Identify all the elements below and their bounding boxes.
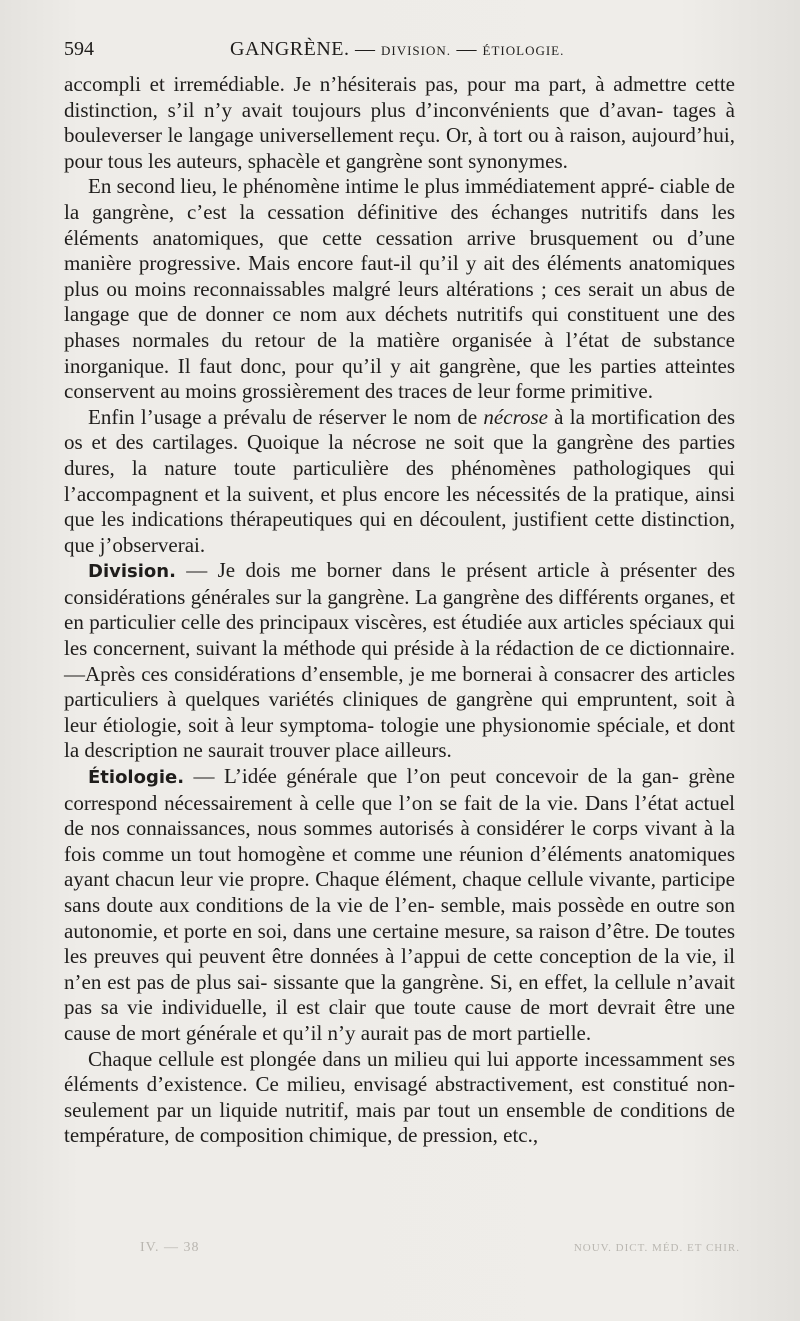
page-number: 594 — [64, 38, 94, 60]
paragraph-text: Chaque cellule est plongée dans un milieu qui lui apporte incessamment ses éléments d’existence. Ce milieu, envisagé abstractivement, est constitué non-seulement par un liquide nutritif, mais par tout un ensemble de conditions de température, de composition chimique, de pression, etc., — [64, 1046, 735, 1148]
paragraph-text: — Je dois me borner dans le présent article à présenter des considérations générales sur la gangrène. La gangrène des différents organes, et en particulier celle des principaux viscères, est étudiée aux articles spéciaux qui les concernent, suivant la méthode qui préside à la rédaction de ce dictionnaire.—Après ces considérations d’ensemble, je me bornerai à consacrer des articles particuliers à quelques variétés cliniques de gangrène qui empruntent, soit à leur étiologie, soit à leur symptoma- tologie une physionomie spéciale, et dont la description ne saurait trouver place ailleurs. — [64, 558, 735, 763]
paragraph-text: — L’idée générale que l’on peut concevoir de la gan- grène correspond nécessairement à celle que l’on se fait de la vie. Dans l’état actuel de nos connaissances, nous sommes autorisés à considérer le corps vivant à la fois comme un tout homogène et comme une réunion d’éléments anatomiques ayant chacun leur vie propre. Chaque élément, chaque cellule vivante, participe sans doute aux conditions de la vie de l’en- semble, mais possède en outre son autonomie, et porte en soi, dans une certaine mesure, sa raison d’être. De toutes les preuves qui peuvent être données à l’appui de cette conception de la vie, il n’en est pas de plus sai- sissante que la gangrène. Si, en effet, la cellule n’avait pas sa vie individuelle, il est clair que toute cause de mort devrait être une cause de mort générale et qu’il n’y aurait pas de mort partielle. — [64, 764, 735, 1045]
book-title: GANGRÈNE. — [230, 38, 350, 60]
paragraph-continuation — [64, 72, 735, 174]
paragraph-necrose — [64, 405, 735, 559]
running-header — [64, 38, 736, 64]
running-title — [230, 38, 564, 61]
body-text — [64, 72, 735, 1149]
emphasized-term: nécrose — [483, 404, 548, 429]
paragraph-division — [64, 558, 735, 764]
section-heading-etiologie: Étiologie. — [88, 767, 185, 789]
paragraph-second-point — [64, 174, 735, 404]
paragraph-text: accompli et irremédiable. Je n’hésiterais pas, pour ma part, à admettre cette distinction, s’il n’y avait toujours plus d’inconvénients que d’avan- tages à bouleverser le langage universellement reçu. Or, à tort ou à raison, aujourd’hui, pour tous les auteurs, sphacèle et gangrène sont synonymes. — [64, 72, 735, 173]
header-separator: — — [451, 38, 483, 60]
paragraph-text: En second lieu, le phénomène intime le plus immédiatement appré- ciable de la gangrène, c’est la cessation définitive des échanges nutritifs dans les éléments anatomiques, que cette cessation arrive brusquement ou d’une manière progressive. Mais encore faut-il qu’il y ait des éléments anatomiques plus ou moins reconnaissables malgré leurs altérations ; ces serait un abus de langage que de donner ce nom aux déchets nutritifs qui constituent une des phases normales du retour de la matière organisée à l’état de substance inorganique. Il faut donc, pour qu’il y ait gangrène, que les parties atteintes conservent au moins grossièrement des traces de leur forme primitive. — [64, 174, 735, 404]
paragraph-text: à la mortification des os et des cartilages. Quoique la nécrose ne soit que la gangrène des parties dures, la nature toute particulière des phénomènes pathologiques qui l’accompagnent et la suivent, et plus encore les nécessités de la pratique, ainsi que les indications thérapeutiques qui en découlent, justifient cette distinction, que j’observerai. — [64, 404, 735, 557]
section-heading-division: Division. — [88, 561, 176, 583]
paragraph-cellule — [64, 1047, 735, 1149]
section-name-division: DIVISION. — [381, 43, 452, 58]
signature-mark: IV. — 38 — [140, 1240, 200, 1255]
imprint-line: NOUV. DICT. MÉD. ET CHIR. — [573, 1242, 740, 1254]
section-name-etiologie: ÉTIOLOGIE. — [482, 43, 565, 58]
paragraph-etiologie — [64, 764, 735, 1047]
header-separator: — — [349, 38, 381, 60]
paragraph-text: Enfin l’usage a prévalu de réserver le nom de — [88, 404, 484, 429]
